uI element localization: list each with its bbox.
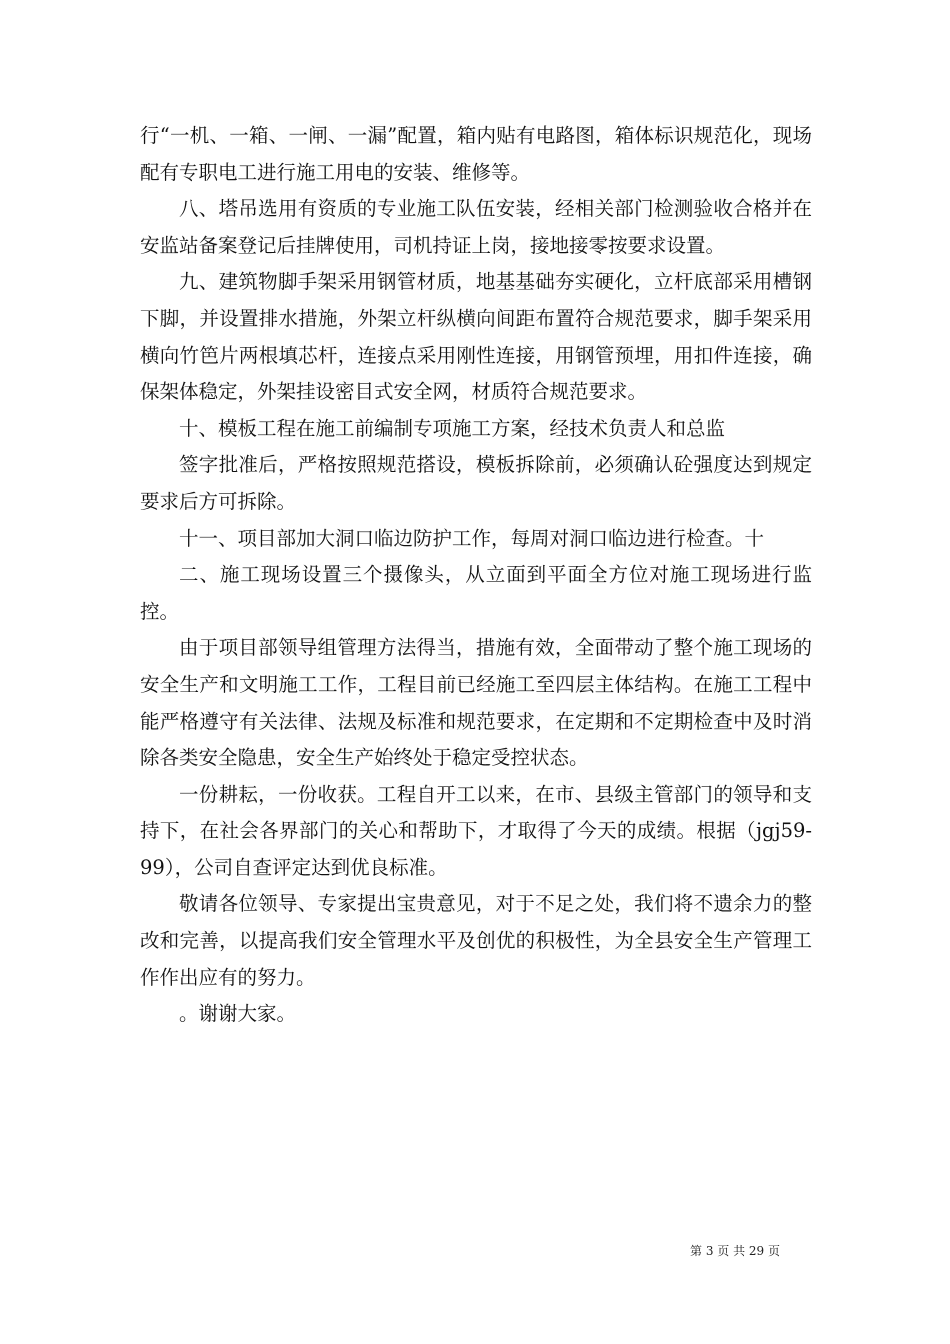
paragraph-1: 行“一机、一箱、一闸、一漏”配置，箱内贴有电路图，箱体标识规范化，现场配有专职电工进行施工用电的安装、维修等。 (140, 124, 812, 184)
paragraph-2: 八、塔吊选用有资质的专业施工队伍安装，经相关部门检测验收合格并在安监站备案登记后挂牌使用，司机持证上岗，接地接零按要求设置。 (140, 197, 812, 257)
page-number: 第 3 页 共 29 页 (690, 1244, 780, 1258)
paragraph-7: 二、施工现场设置三个摄像头，从立面到平面全方位对施工现场进行监控。 (140, 563, 812, 623)
paragraph-4: 十、模板工程在施工前编制专项施工方案，经技术负责人和总监 (179, 416, 726, 440)
paragraph-11: 。谢谢大家。 (179, 1002, 297, 1026)
paragraph-9: 一份耕耘，一份收获。工程自开工以来，在市、县级主管部门的领导和支持下，在社会各界部门的关心和帮助下，才取得了今天的成绩。根据（jgj59-99），公司自查评定达到优良标准。 (140, 782, 812, 879)
paragraph-8: 由于项目部领导组管理方法得当，措施有效，全面带动了整个施工现场的安全生产和文明施工工作，工程目前已经施工至四层主体结构。在施工工程中能严格遵守有关法律、法规及标准和规范要求，在定期和不定期检查中及时消除各类安全隐患，安全生产始终处于稳定受控状态。 (140, 636, 812, 770)
paragraph-3: 九、建筑物脚手架采用钢管材质，地基基础夯实硬化，立杆底部采用槽钢下脚，并设置排水措施，外架立杆纵横向间距布置符合规范要求，脚手架采用横向竹笆片两根填芯杆，连接点采用刚性连接，用钢管预埋，用扣件连接，确保架体稳定，外架挂设密目式安全网，材质符合规范要求。 (140, 270, 812, 404)
paragraph-6: 十一、项目部加大洞口临边防护工作，每周对洞口临边进行检查。十 (179, 526, 765, 550)
paragraph-10: 敬请各位领导、专家提出宝贵意见，对于不足之处，我们将不遗余力的整改和完善，以提高我们安全管理水平及创优的积极性，为全县安全生产管理工作作出应有的努力。 (140, 892, 812, 989)
body-text (140, 118, 812, 1033)
paragraph-5: 签字批准后，严格按照规范搭设，模板拆除前，必须确认砼强度达到规定要求后方可拆除。 (140, 453, 812, 513)
